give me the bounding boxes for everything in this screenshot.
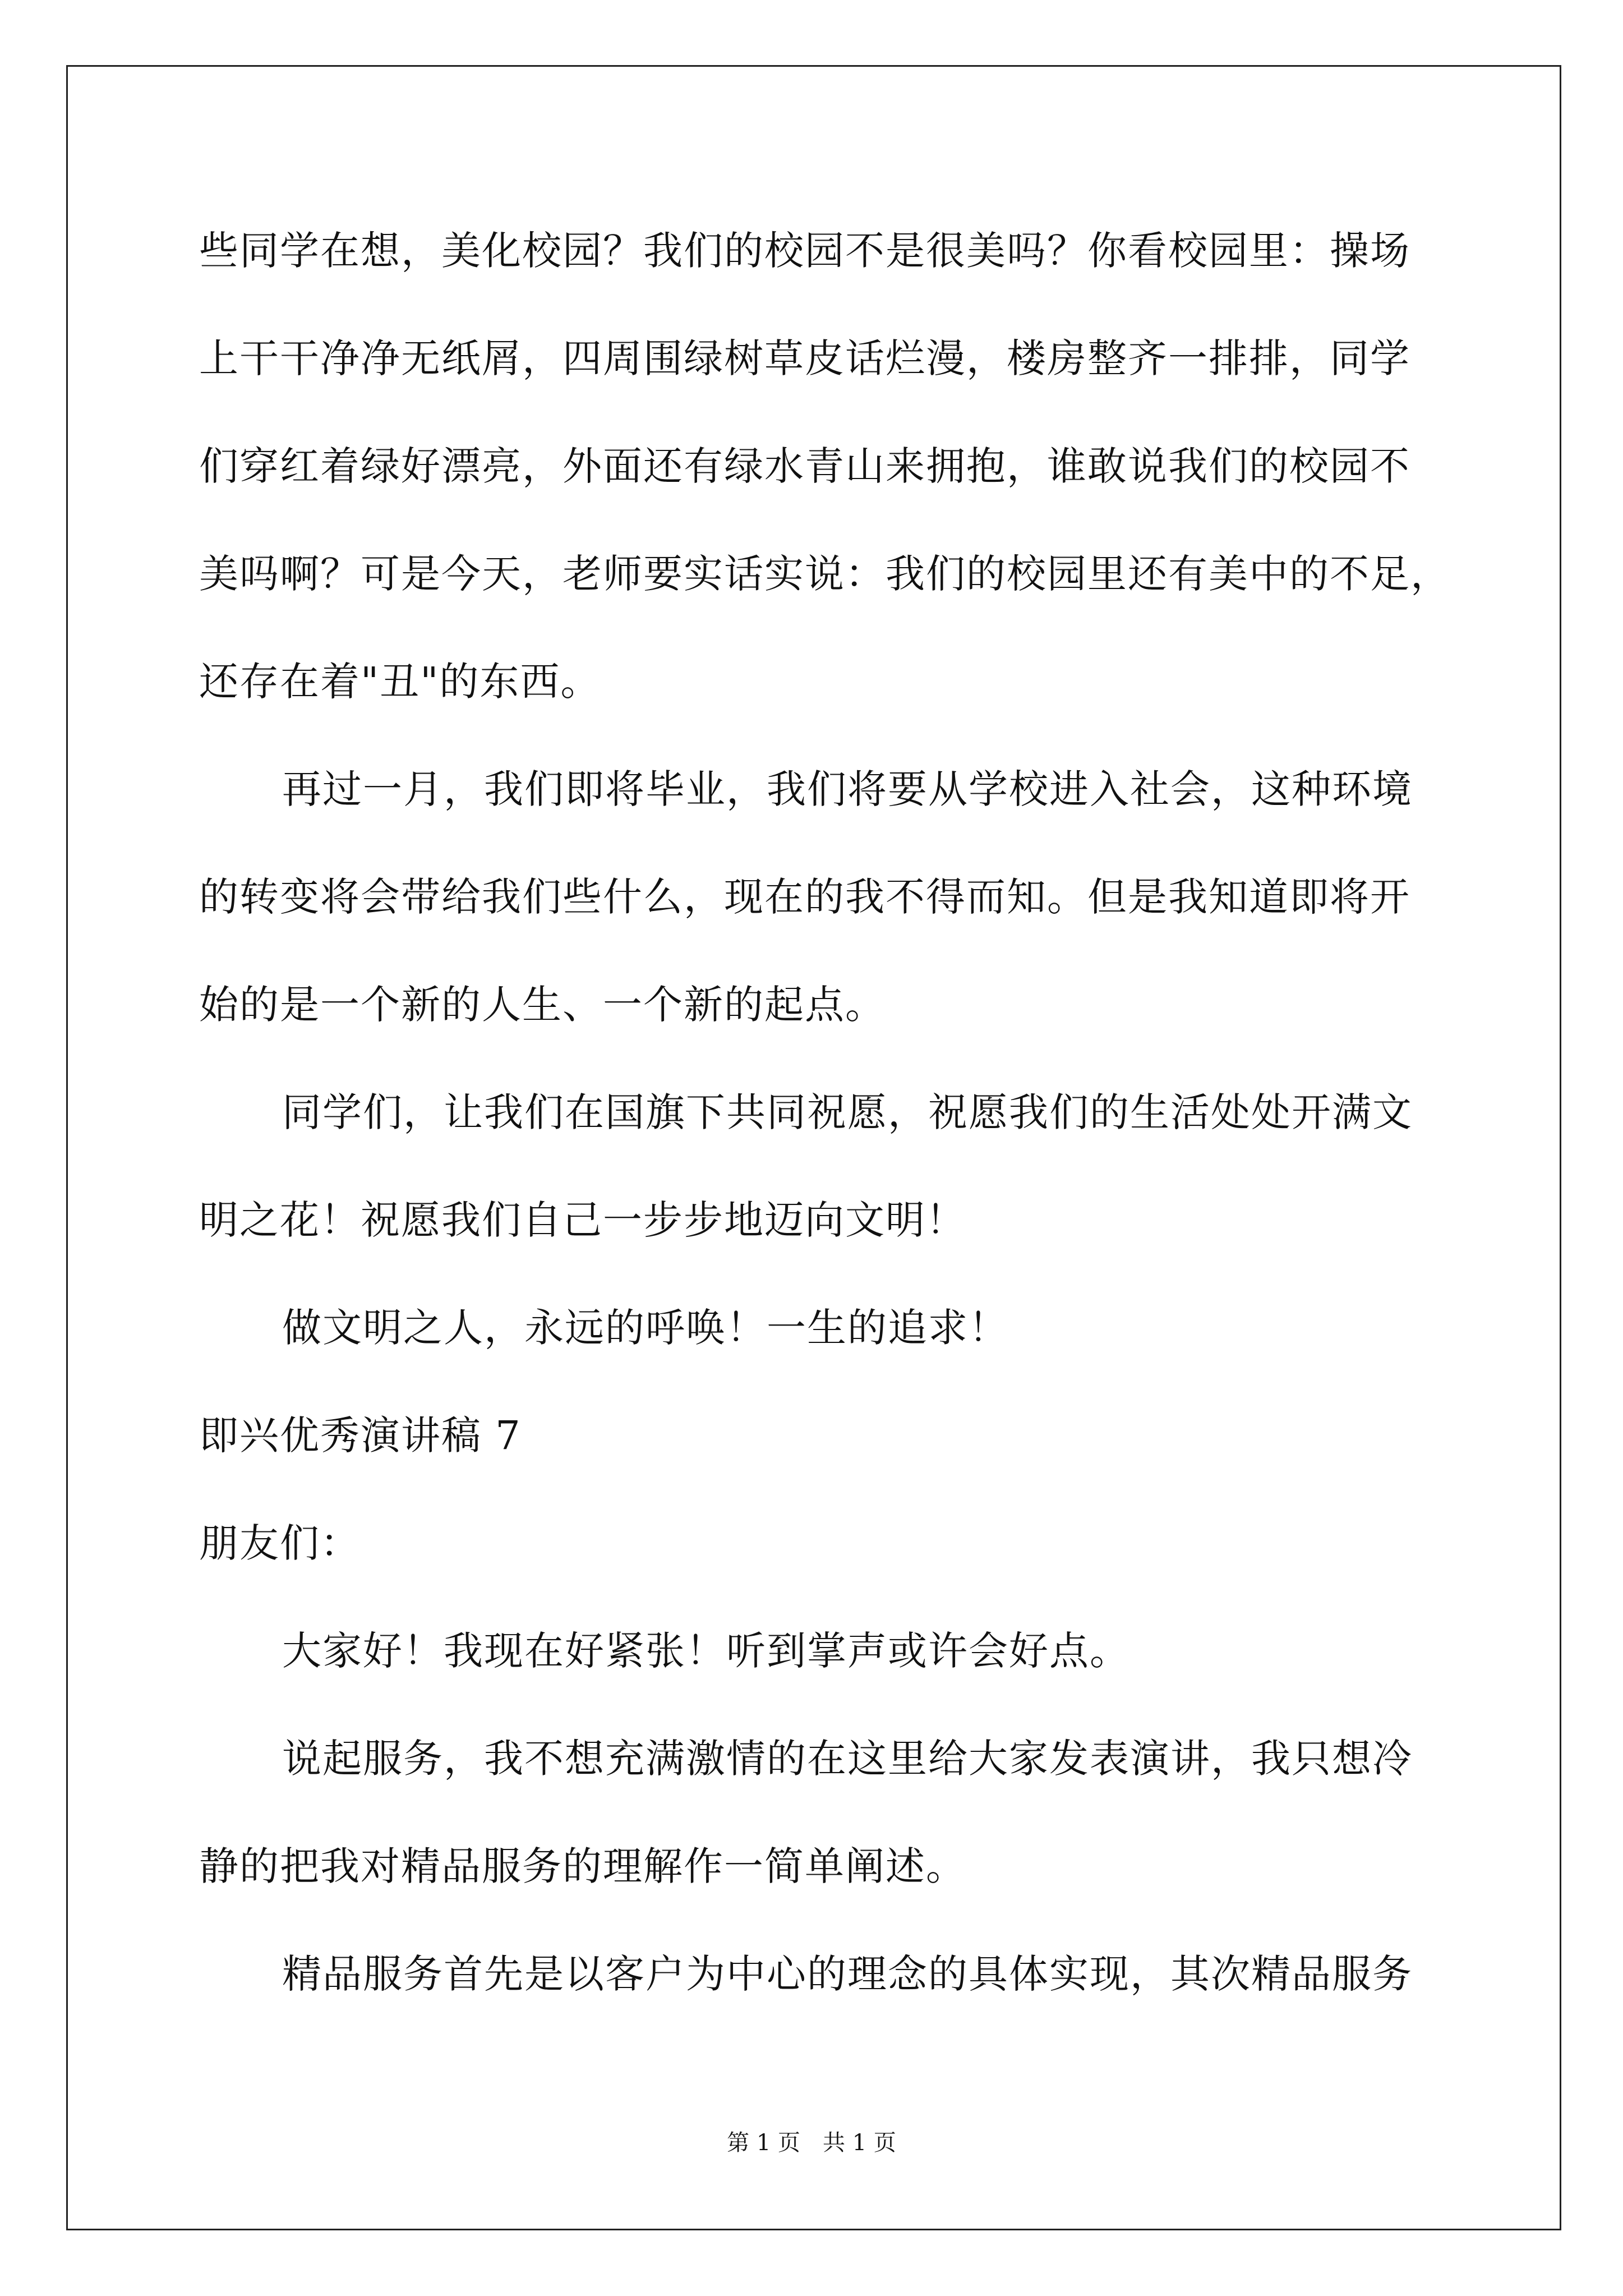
page-number-current: 第 1 页: [727, 2130, 800, 2156]
text-line: 们穿红着绿好漂亮，外面还有绿水青山来拥抱，谁敢说我们的校园不: [199, 443, 1410, 489]
paragraph-start-line: 精品服务首先是以客户为中心的理念的具体实现，其次精品服务: [282, 1951, 1413, 1997]
salutation: 朋友们：: [199, 1520, 361, 1566]
text-line: 些同学在想，美化校园？我们的校园不是很美吗？你看校园里：操场: [199, 228, 1410, 274]
text-line: 始的是一个新的人生、一个新的起点。: [199, 982, 886, 1028]
section-heading: 即兴优秀演讲稿 7: [199, 1412, 522, 1458]
text-line: 静的把我对精品服务的理解作一简单阐述。: [199, 1843, 966, 1889]
paragraph-start-line: 再过一月，我们即将毕业，我们将要从学校进入社会，这种环境: [282, 766, 1413, 812]
page-number-total: 共 1 页: [823, 2130, 896, 2156]
paragraph-start-line: 大家好！我现在好紧张！听到掌声或许会好点。: [282, 1628, 1130, 1674]
paragraph-start-line: 说起服务，我不想充满激情的在这里给大家发表演讲，我只想冷: [282, 1736, 1413, 1782]
text-line: 上干干净净无纸屑，四周围绿树草皮话烂漫，楼房整齐一排排，同学: [199, 335, 1410, 381]
page-footer: [0, 2126, 1623, 2160]
text-line: 明之花！祝愿我们自己一步步地迈向文明！: [199, 1197, 966, 1243]
text-line: 还存在着"丑"的东西。: [199, 659, 601, 705]
paragraph-start-line: 做文明之人，永远的呼唤！一生的追求！: [282, 1305, 1009, 1351]
document-body: [199, 213, 1451, 2044]
text-line: 美吗啊？可是今天，老师要实话实说：我们的校园里还有美中的不足，: [199, 551, 1451, 597]
text-line: 的转变将会带给我们些什么，现在的我不得而知。但是我知道即将开: [199, 874, 1410, 920]
paragraph-start-line: 同学们，让我们在国旗下共同祝愿，祝愿我们的生活处处开满文: [282, 1089, 1413, 1135]
